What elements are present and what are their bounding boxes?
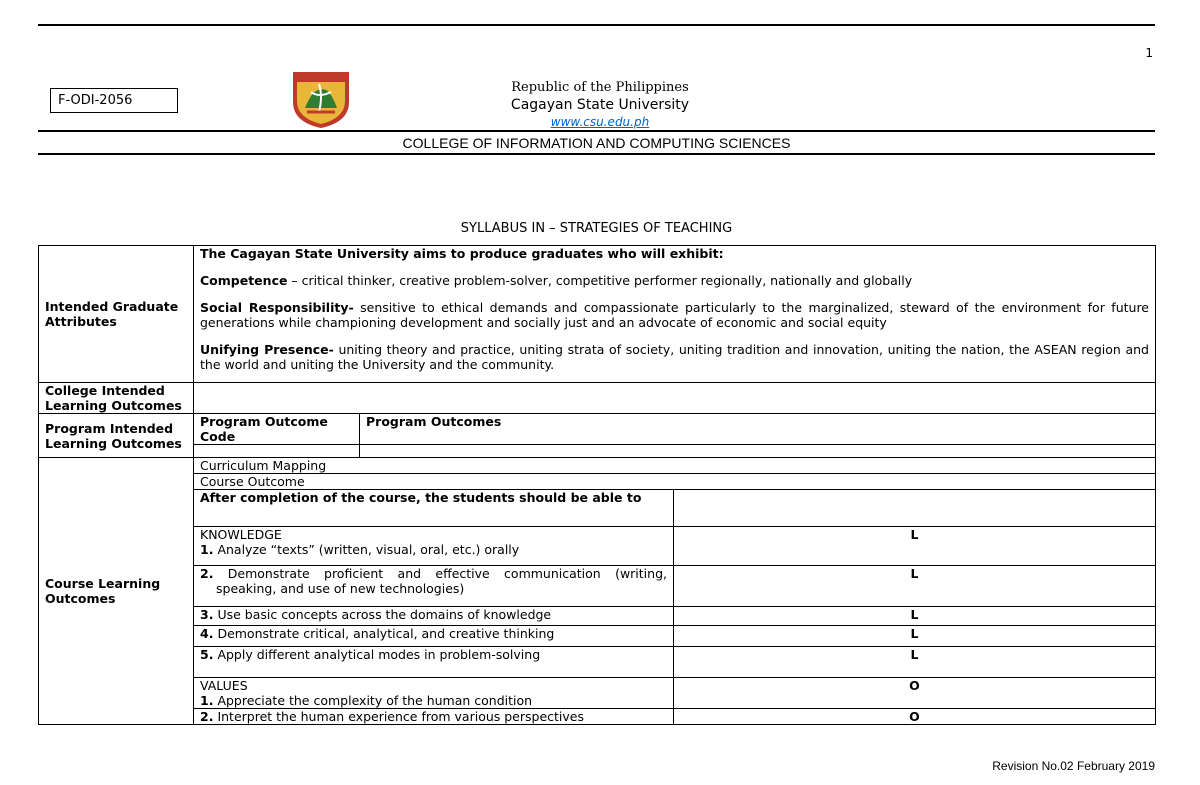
college-outcomes-label: College Intended Learning Outcomes: [39, 383, 194, 414]
course-outcome-header: Course Outcome: [194, 474, 1156, 490]
college-rule-top: [38, 130, 1155, 132]
curriculum-mapping-header: Curriculum Mapping: [194, 458, 1156, 474]
after-completion-row: [39, 490, 1156, 527]
values-item-1: VALUES 1. Appreciate the complexity of the human condition: [194, 678, 674, 709]
program-outcomes-label: Program Intended Learning Outcomes: [39, 414, 194, 458]
knowledge-item-4: 4. Demonstrate critical, analytical, and creative thinking: [194, 626, 674, 647]
knowledge-level-2: L: [674, 566, 1156, 607]
knowledge-item-3: 3. Use basic concepts across the domains of knowledge: [194, 607, 674, 626]
program-outcome-code-cell: [194, 445, 360, 458]
values-level-1: O: [674, 678, 1156, 709]
top-rule: [38, 24, 1155, 26]
knowledge-item-1: KNOWLEDGE 1. Analyze “texts” (written, visual, oral, etc.) orally: [194, 527, 674, 566]
after-completion-header: After completion of the course, the students should be able to: [194, 490, 674, 527]
mapping-level-header-cell: [674, 490, 1156, 527]
program-outcomes-empty-row: [39, 445, 1156, 458]
curriculum-mapping-row: [39, 458, 1156, 474]
program-outcomes-header: Program Outcomes: [360, 414, 1156, 445]
revision-note: Revision No.02 February 2019: [992, 759, 1155, 773]
syllabus-title: SYLLABUS IN – STRATEGIES OF TEACHING: [460, 221, 733, 236]
values-row-1: [39, 678, 1156, 709]
knowledge-item-5: 5. Apply different analytical modes in problem-solving: [194, 647, 674, 678]
knowledge-row-5: [39, 647, 1156, 678]
knowledge-level-5: L: [674, 647, 1156, 678]
values-item-2: 2. Interpret the human experience from various perspectives: [194, 709, 674, 725]
knowledge-level-1: L: [674, 527, 1156, 566]
graduate-attributes-label: Intended Graduate Attributes: [39, 246, 194, 383]
university-name: Cagayan State University: [510, 97, 690, 113]
course-outcome-row: [39, 474, 1156, 490]
unifying-presence-attribute: Unifying Presence- uniting theory and practice, uniting strata of society, uniting tradition and innovation, uniting the nation, the ASEAN region and the world and uniting the University and the community.: [200, 342, 1149, 372]
college-outcomes-row: [39, 383, 1156, 414]
republic-line: Republic of the Philippines: [511, 80, 689, 95]
college-outcomes-value: [194, 383, 1156, 414]
form-code-box: [50, 88, 178, 113]
values-heading: VALUES: [200, 678, 248, 693]
knowledge-row-2: [39, 566, 1156, 607]
knowledge-heading: KNOWLEDGE: [200, 527, 282, 542]
values-level-2: O: [674, 709, 1156, 725]
knowledge-level-4: L: [674, 626, 1156, 647]
values-row-2: [39, 709, 1156, 725]
course-outcomes-label: Course Learning Outcomes: [39, 458, 194, 725]
knowledge-level-3: L: [674, 607, 1156, 626]
program-outcome-code-header: Program Outcome Code: [194, 414, 360, 445]
program-outcomes-row: [39, 414, 1156, 445]
form-code: F-ODI-2056: [58, 93, 133, 108]
knowledge-item-2: 2. Demonstrate proficient and effective communication (writing, speaking, and use of new technologies): [194, 566, 674, 607]
attributes-intro: The Cagayan State University aims to produce graduates who will exhibit:: [200, 246, 724, 261]
program-outcome-cell: [360, 445, 1156, 458]
syllabus-table: [38, 245, 1156, 725]
college-name: COLLEGE OF INFORMATION AND COMPUTING SCIENCES: [402, 135, 791, 151]
knowledge-row-4: [39, 626, 1156, 647]
graduate-attributes-content: [194, 246, 1156, 383]
social-responsibility-attribute: Social Responsibility- sensitive to ethical demands and compassionate particularly to the marginalized, steward of the environment for future generations while championing development and socially just and an advocate of economic and social equity: [200, 300, 1150, 330]
page-number: 1: [1145, 46, 1153, 60]
graduate-attributes-row: [39, 246, 1156, 383]
website-link[interactable]: www.csu.edu.ph: [550, 115, 650, 129]
college-rule-bottom: [38, 153, 1155, 155]
knowledge-row-1: [39, 527, 1156, 566]
competence-attribute: Competence – critical thinker, creative problem-solver, competitive performer regionally, nationally and globally: [200, 273, 913, 288]
knowledge-row-3: [39, 607, 1156, 626]
